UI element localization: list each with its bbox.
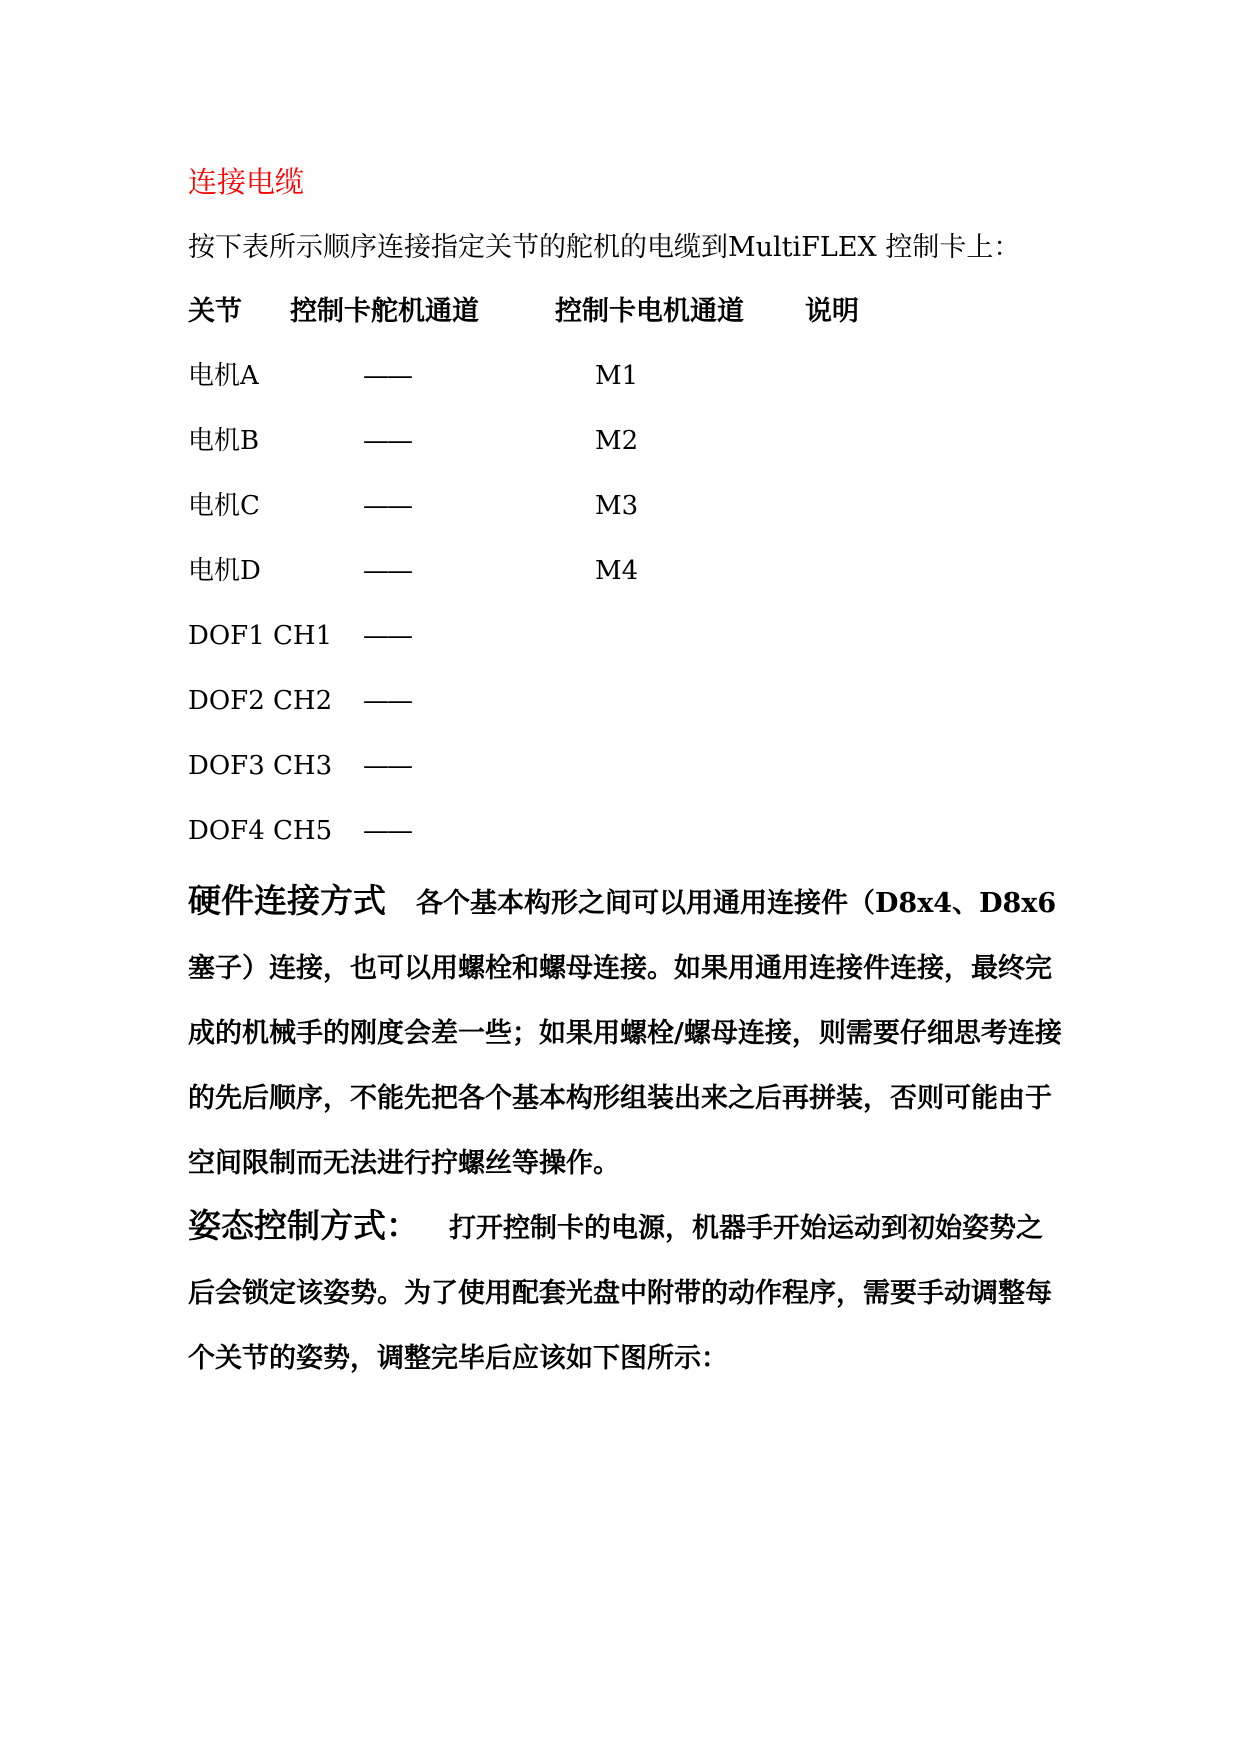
- row-servo: ——: [363, 816, 411, 846]
- row-motor: M4: [595, 556, 639, 586]
- row-joint: 电机B: [188, 426, 260, 456]
- row-joint: 电机C: [188, 491, 260, 521]
- row-joint: 电机A: [188, 361, 259, 391]
- row-joint: DOF1 CH1: [188, 621, 333, 651]
- header-note: 说明: [805, 296, 859, 327]
- row-servo: ——: [363, 361, 411, 391]
- row-joint: 电机D: [188, 556, 261, 586]
- table-row: [0, 811, 1241, 851]
- row-servo: ——: [363, 621, 411, 651]
- row-joint: DOF2 CH2: [188, 686, 333, 716]
- table-row: [0, 356, 1241, 396]
- row-motor: M3: [595, 491, 639, 521]
- table-row: [0, 421, 1241, 461]
- row-servo: ——: [363, 556, 411, 586]
- row-servo: ——: [363, 686, 411, 716]
- table-row: [0, 616, 1241, 656]
- row-motor: M2: [595, 426, 639, 456]
- row-joint: DOF4 CH5: [188, 816, 333, 846]
- hardware-connection-text: 各个基本构形之间可以用通用连接件（D8x4、D8x6塞子）连接，也可以用螺栓和螺母连接。如果用通用连接件连接，最终完成的机械手的刚度会差一些；如果用螺栓/螺母连接，则需要仔细思考连接的先后顺序，不能先把各个基本构形组装出来之后再拼装，否则可能由于空间限制而无法进行拧螺丝等操作。: [188, 888, 1062, 1179]
- intro-text: 按下表所示顺序连接指定关节的舵机的电缆到MultiFLEX 控制卡上：: [188, 232, 1021, 263]
- hardware-connection-paragraph: [188, 868, 1068, 1196]
- table-row: [0, 681, 1241, 721]
- row-servo: ——: [363, 491, 411, 521]
- table-row: [0, 551, 1241, 591]
- row-servo: ——: [363, 426, 411, 456]
- posture-control-heading: 姿态控制方式：: [188, 1206, 419, 1245]
- table-row: [0, 486, 1241, 526]
- header-joint: 关节: [188, 296, 242, 327]
- row-servo: ——: [363, 751, 411, 781]
- row-joint: DOF3 CH3: [188, 751, 333, 781]
- posture-control-text: 打开控制卡的电源，机器手开始运动到初始姿势之后会锁定该姿势。为了使用配套光盘中附带的动作程序，需要手动调整每个关节的姿势，调整完毕后应该如下图所示：: [188, 1213, 1052, 1374]
- posture-control-paragraph: [188, 1193, 1068, 1391]
- table-row: [0, 746, 1241, 786]
- section-title: 连接电缆: [188, 165, 305, 199]
- header-servo-channel: 控制卡舵机通道: [290, 296, 479, 327]
- row-motor: M1: [595, 361, 639, 391]
- hardware-connection-heading: 硬件连接方式: [188, 881, 386, 920]
- header-motor-channel: 控制卡电机通道: [555, 296, 744, 327]
